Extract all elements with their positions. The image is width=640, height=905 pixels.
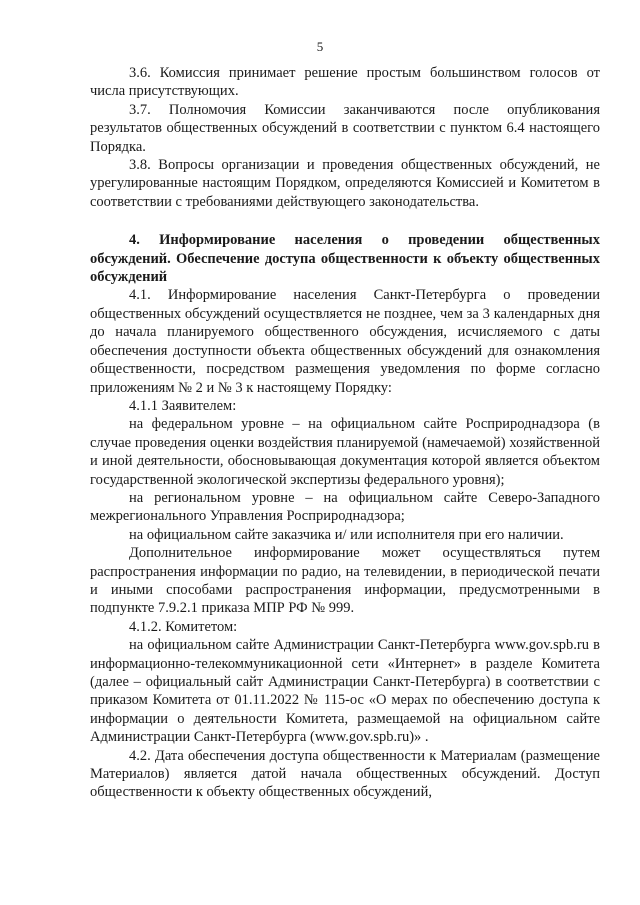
paragraph-4-2: 4.2. Дата обеспечения доступа общественности к Материалам (размещение Материалов) является датой начала общественных обсуждений. Доступ общественности к объекту общественных обсуждений, — [90, 747, 600, 801]
paragraph-4-1: 4.1. Информирование населения Санкт-Петербурга о проведении общественных обсуждений осуществляется не позднее, чем за 3 календарных дня до начала планируемого общественного обсуждения, исчисляемого с даты обеспечения доступности объекта общественных обсуждений для ознакомления общественности, посредством размещения уведомления по форме согласно приложениям № 2 и № 3 к настоящему Порядку: — [90, 287, 600, 396]
document-body — [90, 64, 600, 802]
paragraph-customer-site: на официальном сайте заказчика и/ или исполнителя при его наличии. — [129, 526, 564, 543]
paragraph-4-1-2: 4.1.2. Комитетом: — [129, 618, 238, 635]
paragraph-additional-info: Дополнительное информирование может осуществляться путем распространения информации по радио, на телевидении, в периодической печати и иными способами распространения информации, предусмотренными в подпункте 7.9.2.1 приказа МПР РФ № 999. — [90, 545, 600, 617]
paragraph-federal-level: на федеральном уровне – на официальном сайте Росприроднадзора (в случае проведения оценки воздействия планируемой (намечаемой) хозяйственной и иной деятельности, обосновывающая документация которой является объектом государственной экологической экспертизы федерального уровня); — [90, 416, 600, 488]
paragraph-3-8: 3.8. Вопросы организации и проведения общественных обсуждений, не урегулированные настоящим Порядком, определяются Комиссией и Комитетом в соответствии с требованиями действующего законодательства. — [90, 157, 600, 210]
paragraph-3-6: 3.6. Комиссия принимает решение простым большинством голосов от числа присутствующих. — [90, 65, 600, 100]
page-number: 5 — [316, 39, 324, 54]
paragraph-4-1-1: 4.1.1 Заявителем: — [129, 397, 237, 414]
paragraph-regional-level: на региональном уровне – на официальном сайте Северо-Западного межрегионального Управления Росприроднадзора; — [90, 489, 600, 525]
paragraph-admin-site: на официальном сайте Администрации Санкт-Петербурга www.gov.spb.ru в информационно-телекоммуникационной сети «Интернет» в разделе Комитета (далее – официальный сайт Администрации Санкт-Петербурга) в соответствии с приказом Комитета от 01.11.2022 № 115-ос «О мерах по обеспечению доступа к информации о деятельности Комитета, размещаемой на официальном сайте Администрации Санкт-Петербурга (www.gov.spb.ru)» . — [90, 637, 600, 746]
section-4-heading: 4. Информирование населения о проведении общественных обсуждений. Обеспечение доступа общественности к объекту общественных обсуждений — [90, 232, 600, 286]
paragraph-3-7: 3.7. Полномочия Комиссии заканчиваются после опубликования результатов общественных обсуждений в соответствии с пунктом 6.4 настоящего Порядка. — [90, 101, 600, 155]
